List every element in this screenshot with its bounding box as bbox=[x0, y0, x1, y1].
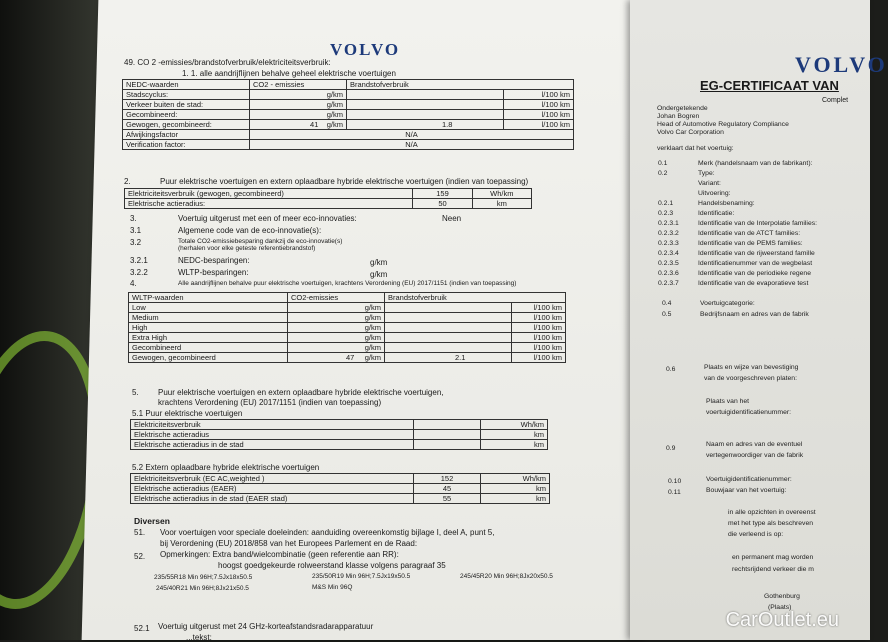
s32-number: 3.2 bbox=[130, 238, 142, 247]
item-text: Identificatie van de evaporatieve test bbox=[698, 280, 809, 287]
s32-text-a: Totale CO2-emissiebesparing dankzij de eco-innovatie(s) bbox=[178, 238, 343, 245]
item-text: Identificatie van de periodieke regene bbox=[698, 270, 811, 277]
bev-table bbox=[130, 419, 548, 450]
wltp-row-fuel bbox=[385, 333, 512, 343]
item-text: voertuigidentificatienummer: bbox=[706, 409, 792, 416]
table-row bbox=[129, 353, 566, 363]
item-text: Identificatie: bbox=[698, 210, 735, 217]
ev-row-value: 159 bbox=[413, 189, 472, 199]
wltp-row-fuel bbox=[385, 343, 512, 353]
item-number: 0.4 bbox=[662, 300, 672, 307]
wltp-row-co2-unit: g/km bbox=[288, 303, 385, 313]
wltp-row-fuel-unit: l/100 km bbox=[512, 343, 566, 353]
certificate-subtitle: Complet bbox=[822, 97, 849, 104]
nedc-row-label: Gewogen, gecombineerd: bbox=[123, 120, 250, 130]
signer-line: Johan Bogren bbox=[657, 113, 700, 120]
item-text: Merk (handelsnaam van de fabrikant): bbox=[698, 160, 813, 167]
s4-number: 4. bbox=[130, 279, 137, 288]
s321-text: NEDC-besparingen: bbox=[178, 256, 250, 265]
table-row bbox=[131, 494, 550, 504]
volvo-logo: VOLVO bbox=[330, 40, 401, 59]
item-text: Voertuigidentificatienummer: bbox=[706, 476, 792, 483]
table-row bbox=[131, 430, 548, 440]
s321-unit: g/km bbox=[370, 258, 388, 267]
phev-row-unit: Wh/km bbox=[481, 474, 550, 484]
table-row bbox=[123, 130, 574, 140]
item-text: Identificatie van de rijweerstand famille bbox=[698, 250, 815, 257]
wltp-row-fuel-unit: l/100 km bbox=[512, 313, 566, 323]
item-number: 0.2.3.5 bbox=[658, 260, 679, 267]
bev-row-value bbox=[414, 430, 481, 440]
ev-table bbox=[124, 188, 532, 209]
nedc-header-co2: CO2 - emissies bbox=[250, 80, 347, 90]
item-text: Identificatie van de ATCT families: bbox=[698, 230, 801, 237]
section-2-number: 2. bbox=[124, 177, 131, 186]
table-row bbox=[123, 140, 574, 150]
table-row bbox=[131, 484, 550, 494]
item-number: 0.11 bbox=[668, 489, 681, 496]
table-row bbox=[123, 120, 574, 130]
wltp-row-fuel-unit: l/100 km bbox=[512, 303, 566, 313]
item-text: Bouwjaar van het voertuig: bbox=[706, 487, 787, 494]
certificate-title: EG-CERTIFICAAT VAN bbox=[700, 78, 839, 93]
item-text: Bedrijfsnaam en adres van de fabrik bbox=[700, 311, 809, 318]
section-2-title: Puur elektrische voertuigen en extern oplaadbare hybride elektrische voertuigen (indien van toepassing) bbox=[160, 177, 529, 186]
s51d-line-a: Voor voertuigen voor speciale doeleinden: aanduiding overeenkomstig bijlage I, deel A, punt 5, bbox=[160, 528, 495, 537]
item-text: Plaats van het bbox=[706, 398, 750, 405]
section-49-subtitle: 1. 1. alle aandrijflijnen behalve geheel elektrische voertuigen bbox=[182, 69, 396, 78]
signer-line: Ondergetekende bbox=[657, 105, 708, 112]
item-number: 0.2.3.4 bbox=[658, 250, 679, 257]
s521-number: 52.1 bbox=[134, 624, 150, 633]
s51d-number: 51. bbox=[134, 528, 146, 537]
item-number: 0.10 bbox=[668, 478, 682, 485]
s31-number: 3.1 bbox=[130, 226, 142, 235]
conformity-text: rechtsrijdend verkeer die m bbox=[732, 566, 814, 573]
wltp-row-co2-unit: g/km bbox=[288, 343, 385, 353]
page2-text bbox=[640, 0, 860, 640]
nedc-table bbox=[122, 79, 574, 150]
afwijking-value: N/A bbox=[250, 130, 574, 140]
nedc-row-fuel-unit: l/100 km bbox=[504, 90, 574, 100]
ev-row-value: 50 bbox=[413, 199, 472, 209]
item-text: Identificatienummer van de wegbelast bbox=[698, 260, 813, 267]
wltp-row-label: Gecombineerd bbox=[129, 343, 288, 353]
bev-row-unit: Wh/km bbox=[481, 420, 548, 430]
item-text: Plaats en wijze van bevestiging bbox=[704, 364, 799, 371]
tire-spec: 245/45R20 Min 96H;8Jx20x50.5 bbox=[460, 573, 553, 580]
table-row bbox=[125, 199, 532, 209]
section-49-title: 49. CO 2 -emissies/brandstofverbruik/elektriciteitsverbruik: bbox=[124, 58, 331, 67]
item-number: 0.2.3.1 bbox=[658, 220, 679, 227]
nedc-co2-unit: g/km bbox=[326, 120, 343, 129]
table-row bbox=[123, 90, 574, 100]
nedc-row-fuel bbox=[347, 100, 504, 110]
table-row bbox=[129, 343, 566, 353]
s322-number: 3.2.2 bbox=[130, 268, 148, 277]
table-row bbox=[131, 474, 550, 484]
item-text: Identificatie van de PEMS families: bbox=[698, 240, 803, 247]
bev-row-label: Elektriciteitsverbruik bbox=[131, 420, 414, 430]
cut-off-text: ...tekst: bbox=[186, 633, 212, 642]
item-number: 0.5 bbox=[662, 311, 672, 318]
nedc-row-co2-unit: g/km bbox=[250, 110, 347, 120]
tire-spec: 245/40R21 Min 96H;8Jx21x50.5 bbox=[156, 585, 249, 592]
s322-text: WLTP-besparingen: bbox=[178, 268, 249, 277]
table-row bbox=[123, 100, 574, 110]
phev-row-label: Elektrische actieradius (EAER) bbox=[131, 484, 414, 494]
item-text: Identificatie van de Interpolatie families: bbox=[698, 220, 818, 227]
s52d-line-a: Opmerkingen: Extra band/wielcombinatie (geen referentie aan RR): bbox=[160, 550, 399, 559]
nedc-co2-value: 41 bbox=[310, 120, 319, 129]
conformity-text: die verleend is op: bbox=[728, 531, 784, 538]
item-number: 0.6 bbox=[666, 366, 676, 373]
s3-value: Neen bbox=[442, 214, 462, 223]
verification-label: Verification factor: bbox=[123, 140, 250, 150]
wltp-row-fuel: 2.1 bbox=[385, 353, 512, 363]
nedc-row-fuel-unit: l/100 km bbox=[504, 110, 574, 120]
bev-row-value bbox=[414, 420, 481, 430]
wltp-row-label: Medium bbox=[129, 313, 288, 323]
nedc-row-co2-unit: g/km bbox=[250, 90, 347, 100]
bev-row-unit: km bbox=[481, 440, 548, 450]
diversen-title: Diversen bbox=[134, 516, 170, 526]
ev-row-unit: Wh/km bbox=[472, 189, 531, 199]
afwijking-label: Afwijkingsfactor bbox=[123, 130, 250, 140]
item-number: 0.9 bbox=[666, 445, 676, 452]
conformity-text: met het type als beschreven bbox=[728, 520, 814, 527]
nedc-header-fuel: Brandstofverbruik bbox=[347, 80, 574, 90]
item-number: 0.2.3.6 bbox=[658, 270, 679, 277]
wltp-row-co2 bbox=[288, 353, 385, 363]
s52d-number: 52. bbox=[134, 552, 146, 561]
s5-line1: Puur elektrische voertuigen en extern oplaadbare hybride elektrische voertuigen, bbox=[158, 388, 444, 397]
phev-row-value: 45 bbox=[414, 484, 481, 494]
wltp-row-label: Extra High bbox=[129, 333, 288, 343]
wltp-row-fuel bbox=[385, 313, 512, 323]
table-row bbox=[129, 313, 566, 323]
item-number: 0.2.3.2 bbox=[658, 230, 679, 237]
nedc-row-fuel bbox=[347, 90, 504, 100]
nedc-row-label: Stadscyclus: bbox=[123, 90, 250, 100]
item-number: 0.2.1 bbox=[658, 200, 674, 207]
wltp-row-fuel-unit: l/100 km bbox=[512, 323, 566, 333]
s52-title: 5.2 Extern oplaadbare hybride elektrische voertuigen bbox=[132, 463, 320, 472]
table-row bbox=[125, 189, 532, 199]
wltp-table bbox=[128, 292, 566, 363]
phev-row-unit: km bbox=[481, 494, 550, 504]
nedc-row-fuel-unit: l/100 km bbox=[504, 120, 574, 130]
wltp-row-fuel-unit: l/100 km bbox=[512, 333, 566, 343]
verklaart-text: verklaart dat het voertuig: bbox=[657, 145, 734, 152]
s521-text: Voertuig uitgerust met 24 GHz-korteafstandsradarapparatuur bbox=[158, 622, 374, 631]
ev-row-label: Elektriciteitsverbruik (gewogen, gecombineerd) bbox=[125, 189, 413, 199]
ev-row-label: Elektrische actieradius: bbox=[125, 199, 413, 209]
item-number: 0.2.3 bbox=[658, 210, 674, 217]
phev-row-label: Elektriciteitsverbruik (EC AC,weighted ) bbox=[131, 474, 414, 484]
s5-line2: krachtens Verordening (EU) 2017/1151 (indien van toepassing) bbox=[158, 398, 382, 407]
item-number: 0.2 bbox=[658, 170, 668, 177]
item-text: Handelsbenaming: bbox=[698, 200, 755, 207]
item-text: Uitvoering: bbox=[698, 190, 731, 197]
nedc-header-label: NEDC-waarden bbox=[123, 80, 250, 90]
item-number: 0.1 bbox=[658, 160, 668, 167]
s51d-line-b: bij Verordening (EU) 2018/858 van het Europees Parlement en de Raad: bbox=[160, 539, 418, 548]
wltp-row-co2-unit: g/km bbox=[288, 323, 385, 333]
item-number: 0.2.3.3 bbox=[658, 240, 679, 247]
table-row bbox=[129, 303, 566, 313]
wltp-header-co2: CO2-emissies bbox=[288, 293, 385, 303]
bev-row-label: Elektrische actieradius in de stad bbox=[131, 440, 414, 450]
nedc-row-co2 bbox=[250, 120, 347, 130]
nedc-row-fuel: 1.8 bbox=[347, 120, 504, 130]
signer-line: Volvo Car Corporation bbox=[657, 129, 724, 136]
bev-row-unit: km bbox=[481, 430, 548, 440]
nedc-row-fuel bbox=[347, 110, 504, 120]
bev-row-label: Elektrische actieradius bbox=[131, 430, 414, 440]
item-number: 0.2.3.7 bbox=[658, 280, 679, 287]
conformity-text: in alle opzichten in overeenst bbox=[728, 509, 816, 516]
wltp-co2-unit: g/km bbox=[364, 353, 381, 362]
nedc-row-co2-unit: g/km bbox=[250, 100, 347, 110]
table-row bbox=[129, 323, 566, 333]
phev-row-label: Elektrische actieradius in de stad (EAER stad) bbox=[131, 494, 414, 504]
volvo-logo-page2: VOLVO bbox=[795, 52, 888, 77]
item-text: vertegenwoordiger van de fabrik bbox=[706, 452, 804, 459]
table-row bbox=[129, 333, 566, 343]
s321-number: 3.2.1 bbox=[130, 256, 148, 265]
table-row bbox=[131, 440, 548, 450]
wltp-row-fuel bbox=[385, 303, 512, 313]
wltp-row-fuel-unit: l/100 km bbox=[512, 353, 566, 363]
table-row bbox=[123, 110, 574, 120]
ev-row-unit: km bbox=[472, 199, 531, 209]
s3-text: Voertuig uitgerust met een of meer eco-innovaties: bbox=[178, 214, 357, 223]
s5-number: 5. bbox=[132, 388, 139, 397]
item-text: Voertuigcategorie: bbox=[700, 300, 755, 307]
nedc-row-label: Verkeer buiten de stad: bbox=[123, 100, 250, 110]
wltp-co2-value: 47 bbox=[345, 353, 355, 362]
nedc-row-fuel-unit: l/100 km bbox=[504, 100, 574, 110]
watermark-logo: CarOutlet.eu bbox=[725, 609, 839, 631]
tire-spec: 235/55R18 Min 96H;7.5Jx18x50.5 bbox=[154, 574, 253, 581]
wltp-row-fuel bbox=[385, 323, 512, 333]
nedc-row-label: Gecombineerd: bbox=[123, 110, 250, 120]
s32-text-b: (herhalen voor elke geteste referentiebrandstof) bbox=[178, 245, 316, 252]
wltp-row-label: Low bbox=[129, 303, 288, 313]
bev-row-value bbox=[414, 440, 481, 450]
phev-row-value: 152 bbox=[414, 474, 481, 484]
phev-row-unit: km bbox=[481, 484, 550, 494]
item-text: Naam en adres van de eventuel bbox=[706, 441, 803, 448]
s4-text: Alle aandrijflijnen behalve puur elektrische voertuigen, krachtens Verordening (EU) 2017/1151 (indien van toepassing) bbox=[178, 280, 517, 287]
phev-row-value: 55 bbox=[414, 494, 481, 504]
wltp-row-co2-unit: g/km bbox=[288, 333, 385, 343]
tire-spec: 235/50R19 Min 96H;7.5Jx19x50.5 bbox=[312, 573, 411, 580]
s31-text: Algemene code van de eco-innovatie(s): bbox=[178, 226, 322, 235]
plaats-label: (Plaats) bbox=[768, 604, 792, 611]
wltp-header-label: WLTP-waarden bbox=[129, 293, 288, 303]
city-text: Gothenburg bbox=[764, 593, 800, 600]
item-text: Type: bbox=[698, 170, 715, 177]
wltp-header-fuel: Brandstofverbruik bbox=[385, 293, 566, 303]
s3-number: 3. bbox=[130, 214, 137, 223]
tire-spec: M&S Min 96Q bbox=[312, 584, 353, 591]
item-text: van de voorgeschreven platen: bbox=[704, 375, 797, 382]
item-text: Variant: bbox=[698, 180, 721, 187]
verification-value: N/A bbox=[250, 140, 574, 150]
s322-unit: g/km bbox=[370, 270, 388, 279]
signer-line: Head of Automotive Regulatory Compliance bbox=[657, 121, 789, 128]
s52d-line-b: hoogst goedgekeurde rolweerstand klasse volgens paragraaf 35 bbox=[218, 561, 446, 570]
table-row bbox=[131, 420, 548, 430]
wltp-row-co2-unit: g/km bbox=[288, 313, 385, 323]
s51-title: 5.1 Puur elektrische voertuigen bbox=[132, 409, 243, 418]
phev-table bbox=[130, 473, 550, 504]
conformity-text: en permanent mag worden bbox=[732, 554, 814, 561]
wltp-row-label: Gewogen, gecombineerd bbox=[129, 353, 288, 363]
wltp-row-label: High bbox=[129, 323, 288, 333]
